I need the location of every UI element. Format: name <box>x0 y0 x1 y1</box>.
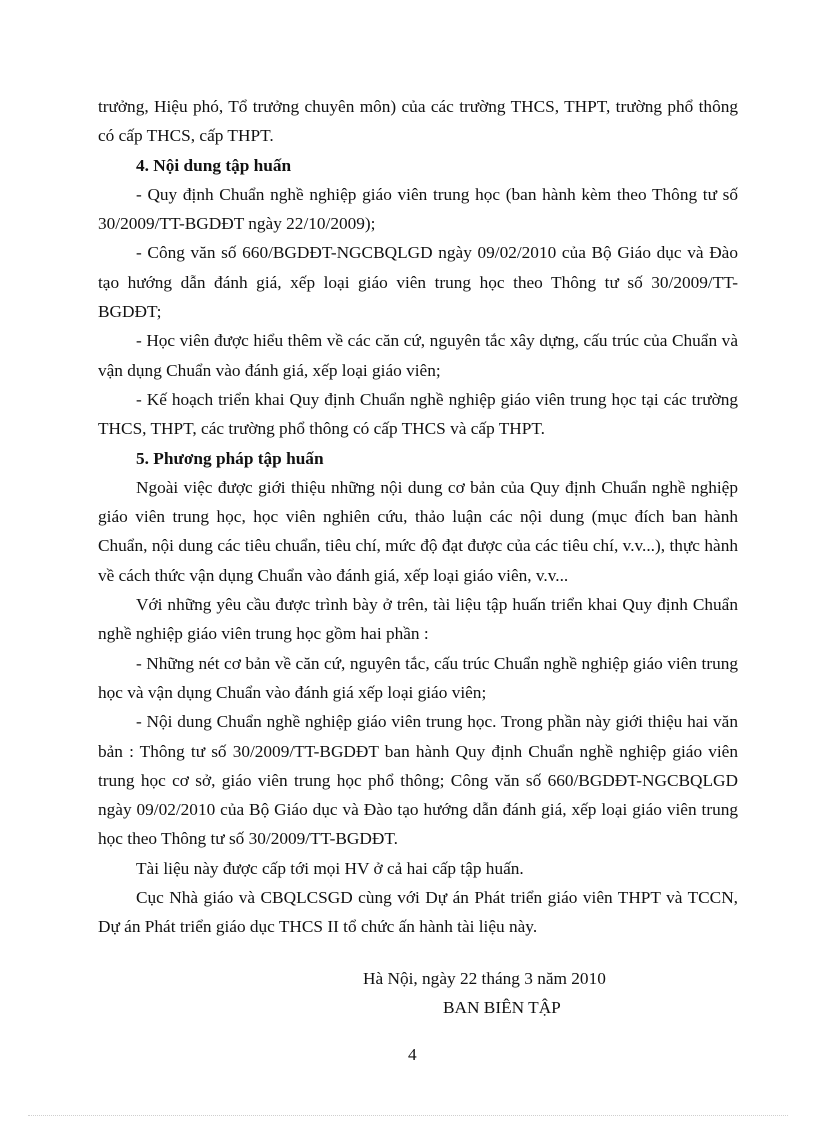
paragraph: Với những yêu cầu được trình bày ở trên, tài liệu tập huấn triển khai Quy định Chuẩn nghề nghiệp giáo viên trung học gồm hai phần : <box>98 595 738 644</box>
paragraph: Ngoài việc được giới thiệu những nội dung cơ bản của Quy định Chuẩn nghề nghiệp giáo viên trung học, học viên nghiên cứu, thảo luận các nội dung (mục đích ban hành Chuẩn, nội dung các tiêu chuẩn, tiêu chí, mức độ đạt được của các tiêu chí, v.v...), thực hành về cách thức vận dụng Chuẩn vào đánh giá, xếp loại giáo viên, v.v... <box>98 477 738 585</box>
page-bottom-divider <box>28 1115 788 1116</box>
page-number: 4 <box>408 1045 417 1064</box>
paragraph: Tài liệu này được cấp tới mọi HV ở cả hai cấp tập huấn. <box>136 858 524 878</box>
paragraph-continuation: trưởng, Hiệu phó, Tổ trưởng chuyên môn) của các trường THCS, THPT, trường phổ thông có cấp THCS, cấp THPT. <box>98 97 738 146</box>
section-heading-method: 5. Phương pháp tập huấn <box>136 448 324 468</box>
section-heading-content: 4. Nội dung tập huấn <box>136 155 292 175</box>
bullet-item: - Học viên được hiểu thêm về các căn cứ, nguyên tắc xây dựng, cấu trúc của Chuẩn và vận dụng Chuẩn vào đánh giá, xếp loại giáo viên; <box>98 331 738 380</box>
editorial-board: BAN BIÊN TẬP <box>443 998 561 1017</box>
bullet-item: - Nội dung Chuẩn nghề nghiệp giáo viên trung học. Trong phần này giới thiệu hai văn bản : Thông tư số 30/2009/TT-BGDĐT ban hành Quy định Chuẩn nghề nghiệp giáo viên trung học cơ sở, giáo viên trung học phổ thông; Công văn số 660/BGDĐT-NGCBQLGD ngày 09/02/2010 của Bộ Giáo dục và Đào tạo hướng dẫn đánh giá, xếp loại giáo viên trung học theo Thông tư số 30/2009/TT-BGDĐT. <box>98 712 738 849</box>
paragraph: Cục Nhà giáo và CBQLCSGD cùng với Dự án Phát triển giáo viên THPT và TCCN, Dự án Phát triển giáo dục THCS II tổ chức ấn hành tài liệu này. <box>98 888 738 937</box>
bullet-item: - Quy định Chuẩn nghề nghiệp giáo viên trung học (ban hành kèm theo Thông tư số 30/2009/TT-BGDĐT ngày 22/10/2009); <box>98 184 738 234</box>
bullet-item: - Công văn số 660/BGDĐT-NGCBQLGD ngày 09/02/2010 của Bộ Giáo dục và Đào tạo hướng dẫn đánh giá, xếp loại giáo viên trung học theo Thông tư số 30/2009/TT- BGDĐT; <box>98 243 738 322</box>
place-date: Hà Nội, ngày 22 tháng 3 năm 2010 <box>363 969 606 988</box>
bullet-item: - Những nét cơ bản về căn cứ, nguyên tắc, cấu trúc Chuẩn nghề nghiệp giáo viên trung học và vận dụng Chuẩn vào đánh giá xếp loại giáo viên; <box>98 653 738 702</box>
document-body <box>98 92 738 942</box>
bullet-item: - Kế hoạch triển khai Quy định Chuẩn nghề nghiệp giáo viên trung học tại các trường THCS, THPT, các trường phổ thông có cấp THCS và cấp THPT. <box>98 389 738 439</box>
